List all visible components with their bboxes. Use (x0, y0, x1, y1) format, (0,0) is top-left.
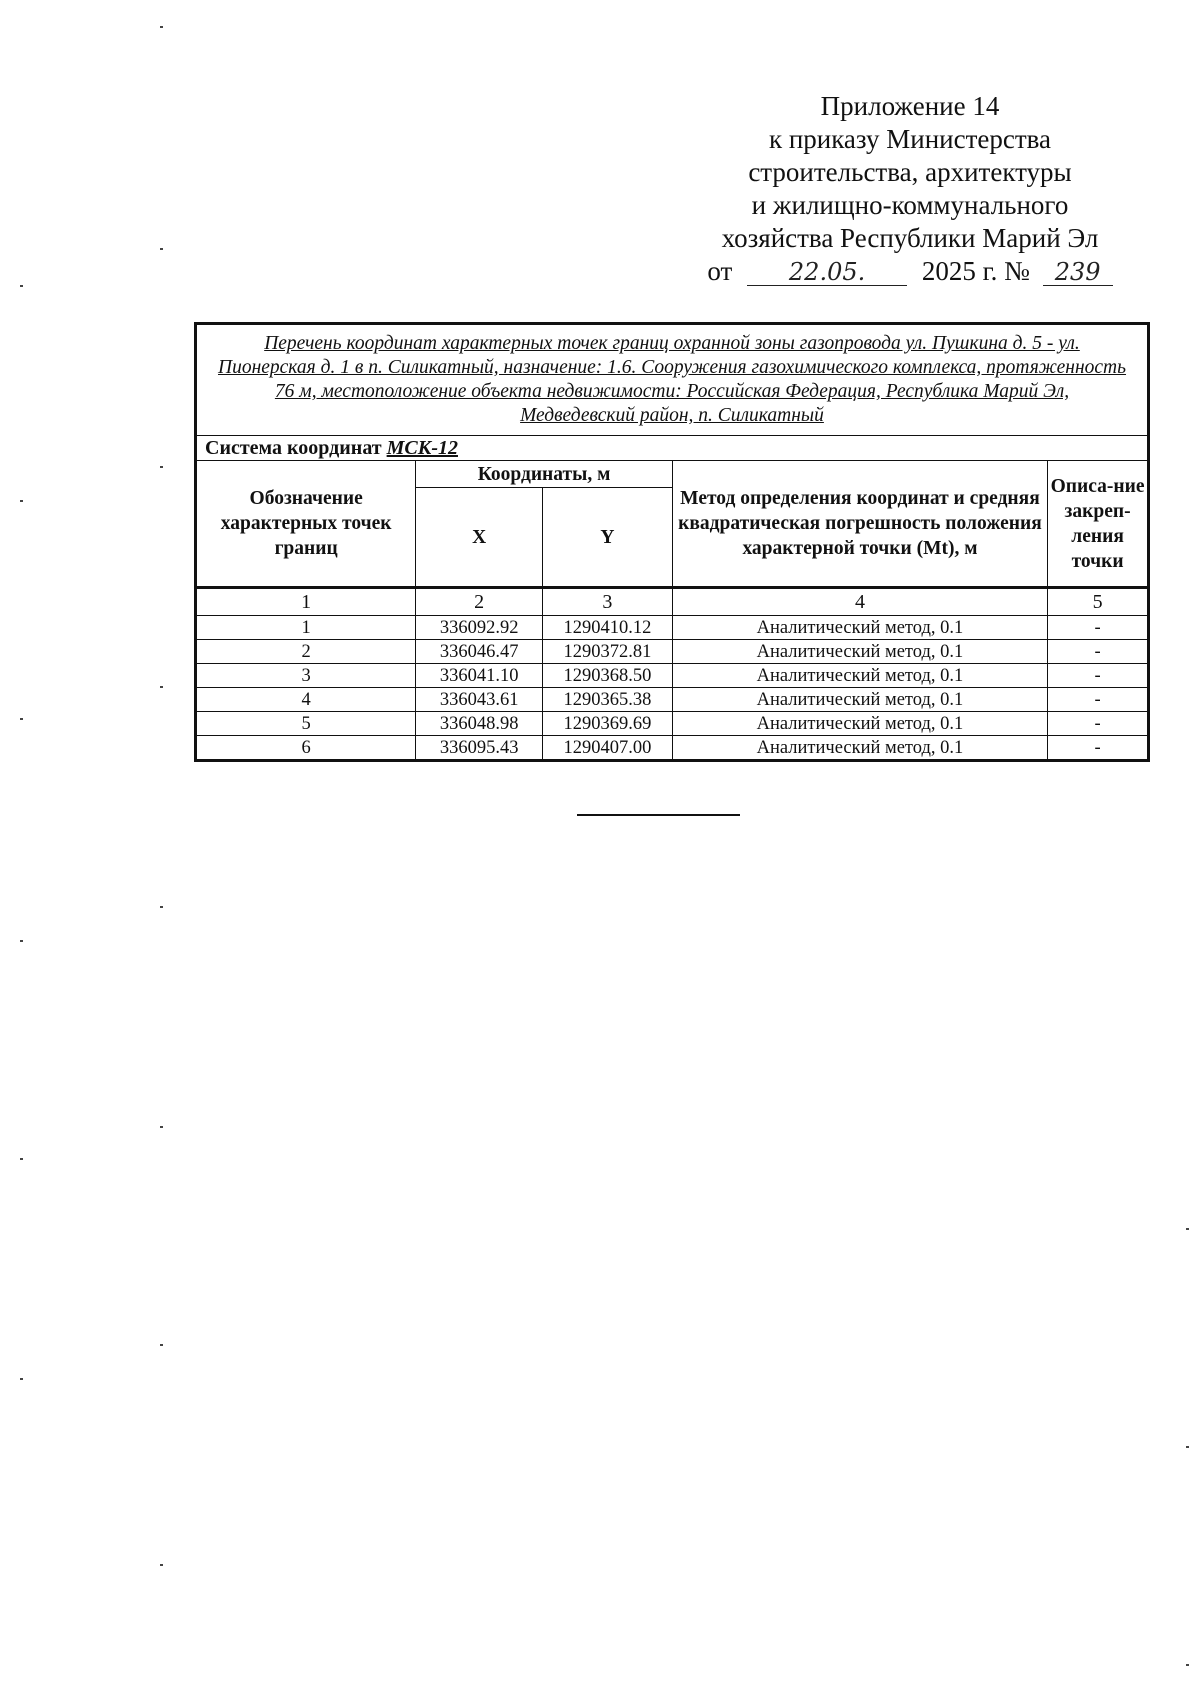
coordinate-system-value: МСК-12 (386, 436, 458, 459)
method: Аналитический метод, 0.1 (672, 616, 1047, 640)
appendix-line: строительства, архитектуры (748, 157, 1072, 187)
column-number: 3 (543, 588, 673, 616)
description: - (1048, 712, 1149, 736)
method: Аналитический метод, 0.1 (672, 640, 1047, 664)
method: Аналитический метод, 0.1 (672, 736, 1047, 761)
table-row (196, 664, 1149, 688)
point-number: 1 (196, 616, 416, 640)
coordinate-system-label: Система координат (205, 436, 382, 459)
scan-speck (160, 248, 163, 250)
coordinate-y: 1290372.81 (543, 640, 673, 664)
header-method: Метод определения координат и средняя квадратическая погрешность положения характерной точки (Mt), м (672, 461, 1047, 588)
scan-speck (160, 466, 163, 468)
table-row (196, 640, 1149, 664)
description: - (1048, 616, 1149, 640)
coordinate-x: 336095.43 (416, 736, 543, 761)
coordinate-system (196, 436, 1149, 461)
scan-speck (20, 940, 23, 942)
appendix-header (700, 90, 1120, 288)
coordinate-x: 336046.47 (416, 640, 543, 664)
method: Аналитический метод, 0.1 (672, 688, 1047, 712)
appendix-line: к приказу Министерства (768, 124, 1052, 154)
point-number: 3 (196, 664, 416, 688)
scan-speck (20, 1158, 23, 1160)
scan-speck (1186, 1228, 1189, 1230)
point-number: 6 (196, 736, 416, 761)
table-row (196, 736, 1149, 761)
coordinate-x: 336041.10 (416, 664, 543, 688)
closing-rule (577, 814, 740, 816)
point-number: 2 (196, 640, 416, 664)
scan-speck (20, 500, 23, 502)
handwritten-date: 22.05. (747, 259, 907, 286)
description: - (1048, 664, 1149, 688)
appendix-line: и жилищно-коммунального (751, 190, 1069, 220)
scan-speck (160, 1126, 163, 1128)
scan-speck (1186, 1446, 1189, 1448)
column-number: 2 (416, 588, 543, 616)
date-prefix: от (707, 256, 733, 286)
column-number: 1 (196, 588, 416, 616)
coordinate-x: 336043.61 (416, 688, 543, 712)
handwritten-order-number: 239 (1043, 259, 1113, 286)
column-number-row (196, 588, 1149, 616)
scan-speck (160, 1564, 163, 1566)
scan-speck (20, 718, 23, 720)
scan-speck (20, 1378, 23, 1380)
header-coordinates: Координаты, м (416, 461, 672, 488)
coordinates-table (194, 322, 1150, 762)
coordinate-x: 336092.92 (416, 616, 543, 640)
scan-speck (160, 906, 163, 908)
header-x: X (416, 488, 543, 588)
column-number: 5 (1048, 588, 1149, 616)
coordinate-y: 1290369.69 (543, 712, 673, 736)
table-row (196, 712, 1149, 736)
coordinate-y: 1290407.00 (543, 736, 673, 761)
year-text: 2025 г. № (921, 256, 1030, 286)
table-row (196, 688, 1149, 712)
method: Аналитический метод, 0.1 (672, 712, 1047, 736)
scan-speck (160, 686, 163, 688)
table-caption: Перечень координат характерных точек границ охранной зоны газопровода ул. Пушкина д. 5 - ул. Пионерская д. 1 в п. Силикатный, назначение: 1.6. Сооружения газохимического комплекса, протяженность 76 м, местоположение объекта недвижимости: Российская Федерация, Республика Марий Эл, Медведевский район, п. Силикатный (196, 324, 1149, 436)
coordinate-y: 1290365.38 (543, 688, 673, 712)
point-number: 4 (196, 688, 416, 712)
description: - (1048, 688, 1149, 712)
coordinate-y: 1290410.12 (543, 616, 673, 640)
coordinate-x: 336048.98 (416, 712, 543, 736)
appendix-line: Приложение 14 (820, 91, 1000, 121)
scan-speck (20, 285, 23, 287)
header-y: Y (543, 488, 673, 588)
scan-speck (1186, 1664, 1189, 1666)
order-date-line (700, 255, 1120, 288)
description: - (1048, 736, 1149, 761)
scan-speck (160, 26, 163, 28)
point-number: 5 (196, 712, 416, 736)
description: - (1048, 640, 1149, 664)
header-designation: Обозначение характерных точек границ (196, 461, 416, 588)
coordinate-y: 1290368.50 (543, 664, 673, 688)
appendix-line: хозяйства Республики Марий Эл (721, 223, 1099, 253)
method: Аналитический метод, 0.1 (672, 664, 1047, 688)
header-description: Описа-ние закреп-ления точки (1048, 461, 1149, 588)
table-row (196, 616, 1149, 640)
column-number: 4 (672, 588, 1047, 616)
scan-speck (160, 1344, 163, 1346)
